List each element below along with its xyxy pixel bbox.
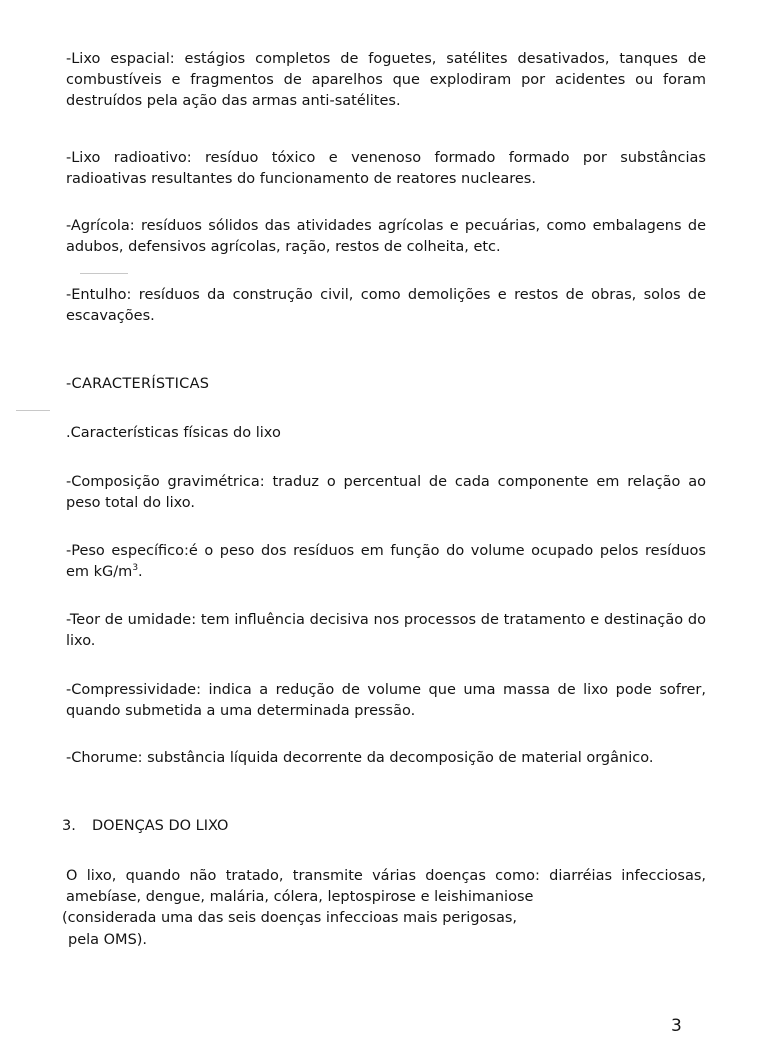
peso-especifico-period: .	[138, 564, 143, 580]
paragraph-chorume: -Chorume: substância líquida decorrente da decomposição de material orgânico.	[66, 750, 654, 766]
paragraph-lixo-espacial: -Lixo espacial: estágios completos de foguetes, satélites desativados, tanques de combustíveis e fragmentos de aparelhos que explodiram por acidentes ou foram destruídos pela ação das armas anti-satélites.	[66, 51, 706, 109]
scan-smudge	[16, 410, 50, 411]
paragraph-doencas-line1: O lixo, quando não tratado, transmite várias doenças como: diarréias infecciosas, amebíase, dengue, malária, cólera, leptospirose e leishimaniose	[66, 868, 706, 905]
paragraph-doencas-line3: pela OMS).	[68, 932, 148, 948]
paragraph-peso-especifico	[66, 541, 706, 583]
subheading-caracteristicas-fisicas: .Características físicas do lixo	[66, 425, 281, 441]
paragraph-entulho: -Entulho: resíduos da construção civil, como demolições e restos de obras, solos de escavações.	[66, 287, 706, 324]
section-title-doencas	[62, 816, 228, 837]
paragraph-doencas-line2: (considerada uma das seis doenças infeccioas mais perigosas,	[62, 910, 518, 926]
paragraph-teor-umidade: -Teor de umidade: tem influência decisiva nos processos de tratamento e destinação do lixo.	[66, 612, 706, 649]
section-title-text: DOENÇAS DO LIXO	[92, 818, 229, 834]
paragraph-agricola: -Agrícola: resíduos sólidos das atividades agrícolas e pecuárias, como embalagens de adubos, defensivos agrícolas, ração, restos de colheita, etc.	[66, 218, 706, 255]
heading-caracteristicas: -CARACTERÍSTICAS	[66, 376, 210, 392]
section-number: 3.	[62, 818, 76, 834]
paragraph-lixo-radioativo: -Lixo radioativo: resíduo tóxico e venenoso formado formado por substâncias radioativas resultantes do funcionamento de reatores nucleares.	[66, 150, 706, 187]
page-number: 3	[671, 1016, 682, 1036]
superscript-three: 3	[132, 563, 139, 574]
paragraph-compressividade: -Compressividade: indica a redução de volume que uma massa de lixo pode sofrer, quando submetida a uma determinada pressão.	[66, 682, 706, 719]
scan-smudge	[80, 273, 128, 274]
paragraph-composicao-gravimetrica: -Composição gravimétrica: traduz o percentual de cada componente em relação ao peso total do lixo.	[66, 474, 706, 511]
peso-especifico-text: -Peso específico:é o peso dos resíduos em função do volume ocupado pelos resíduos em kG/m	[66, 543, 706, 580]
